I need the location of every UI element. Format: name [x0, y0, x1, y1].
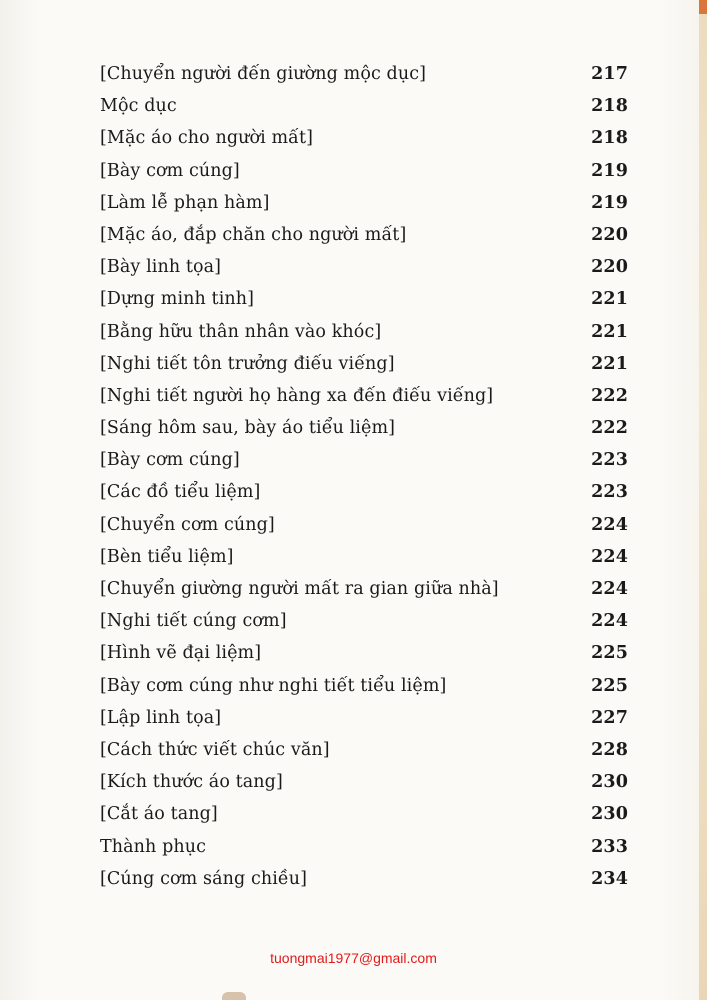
- toc-entry-page: 224: [591, 611, 628, 632]
- toc-entry-title: [Bằng hữu thân nhân vào khóc]: [100, 321, 382, 342]
- toc-entry-title: [Sáng hôm sau, bày áo tiểu liệm]: [100, 418, 396, 439]
- toc-entry-page: 220: [591, 257, 628, 278]
- toc-entry: [100, 187, 628, 219]
- toc-entry-title: [Chuyển giường người mất ra gian giữa nhà]: [100, 579, 499, 599]
- toc-entry-page: 221: [591, 353, 628, 374]
- toc-entry-page: 221: [591, 289, 628, 310]
- toc-entry: [100, 734, 628, 766]
- toc-entry-title: [Bày linh tọa]: [100, 257, 222, 278]
- toc-entry: [100, 541, 628, 573]
- toc-entry-title: [Kích thước áo tang]: [100, 772, 283, 793]
- toc-entry-title: [Cúng cơm sáng chiều]: [100, 868, 308, 889]
- toc-entry-title: Thành phục: [100, 836, 207, 857]
- toc-entry: [100, 219, 628, 251]
- toc-entry: [100, 509, 628, 541]
- toc-entry-title: [Dựng minh tinh]: [100, 289, 255, 310]
- toc-entry: [100, 155, 628, 187]
- toc-entry: [100, 637, 628, 669]
- toc-entry-page: 228: [591, 739, 628, 760]
- toc-entry: [100, 122, 628, 154]
- toc-entry: [100, 90, 628, 122]
- toc-entry-page: 224: [591, 546, 628, 567]
- toc-entry-page: 218: [591, 128, 628, 149]
- toc-entry-title: [Cắt áo tang]: [100, 804, 218, 825]
- toc-entry-title: [Nghi tiết người họ hàng xa đến điếu viếng]: [100, 385, 494, 406]
- toc-entry-title: [Bèn tiểu liệm]: [100, 546, 234, 567]
- toc-entry: [100, 863, 628, 895]
- toc-entry-page: 222: [591, 385, 628, 406]
- toc-entry-page: 217: [591, 64, 628, 84]
- toc-entry-page: 223: [591, 450, 628, 471]
- toc-entry-page: 234: [591, 868, 628, 889]
- toc-entry: [100, 670, 628, 702]
- toc-entry: [100, 412, 628, 444]
- toc-entry-page: 224: [591, 514, 628, 535]
- toc-entry-title: [Nghi tiết tôn trưởng điếu viếng]: [100, 353, 395, 374]
- toc-entry-page: 225: [591, 675, 628, 696]
- toc-entry-page: 221: [591, 321, 628, 342]
- toc-entry-page: 218: [591, 96, 628, 117]
- toc-entry-page: 230: [591, 804, 628, 825]
- toc-entry: [100, 831, 628, 863]
- page-edge-right: [699, 0, 707, 1000]
- toc-entry: [100, 380, 628, 412]
- toc-entry: [100, 605, 628, 637]
- toc-entry-page: 224: [591, 579, 628, 599]
- toc-entry-title: [Chuyển người đến giường mộc dục]: [100, 64, 427, 84]
- toc-entry-page: 219: [591, 192, 628, 213]
- toc-entry-title: [Lập linh tọa]: [100, 707, 222, 728]
- toc-entry-title: [Bày cơm cúng như nghi tiết tiểu liệm]: [100, 675, 447, 696]
- toc-entry: [100, 348, 628, 380]
- toc-entry-title: [Cách thức viết chúc văn]: [100, 739, 330, 760]
- table-of-contents: [100, 58, 628, 895]
- toc-entry: [100, 573, 628, 605]
- toc-entry-title: [Chuyển cơm cúng]: [100, 514, 275, 535]
- footer-email-watermark: tuongmai1977@gmail.com: [270, 950, 437, 966]
- toc-entry: [100, 798, 628, 830]
- toc-entry-page: 233: [591, 836, 628, 857]
- toc-entry: [100, 702, 628, 734]
- toc-entry: [100, 444, 628, 476]
- toc-entry-page: 225: [591, 643, 628, 664]
- toc-entry-title: [Bày cơm cúng]: [100, 450, 240, 471]
- toc-entry-title: [Mặc áo, đắp chăn cho người mất]: [100, 224, 407, 245]
- page-edge-thumb: [222, 992, 246, 1000]
- page-edge-tab: [699, 0, 707, 14]
- toc-entry: [100, 283, 628, 315]
- toc-entry-title: [Hình vẽ đại liệm]: [100, 643, 262, 664]
- toc-entry-title: [Làm lễ phạn hàm]: [100, 192, 270, 213]
- toc-entry-page: 219: [591, 160, 628, 181]
- toc-entry: [100, 766, 628, 798]
- toc-entry: [100, 476, 628, 508]
- toc-entry-title: [Nghi tiết cúng cơm]: [100, 611, 287, 632]
- toc-entry-page: 220: [591, 224, 628, 245]
- toc-entry: [100, 251, 628, 283]
- toc-entry: [100, 316, 628, 348]
- toc-entry-title: Mộc dục: [100, 96, 177, 117]
- toc-entry-title: [Mặc áo cho người mất]: [100, 128, 314, 149]
- toc-entry-page: 227: [591, 707, 628, 728]
- toc-entry: [100, 58, 628, 90]
- toc-entry-page: 223: [591, 482, 628, 503]
- toc-entry-title: [Các đồ tiểu liệm]: [100, 482, 261, 503]
- toc-entry-title: [Bày cơm cúng]: [100, 160, 240, 181]
- toc-entry-page: 230: [591, 772, 628, 793]
- toc-entry-page: 222: [591, 418, 628, 439]
